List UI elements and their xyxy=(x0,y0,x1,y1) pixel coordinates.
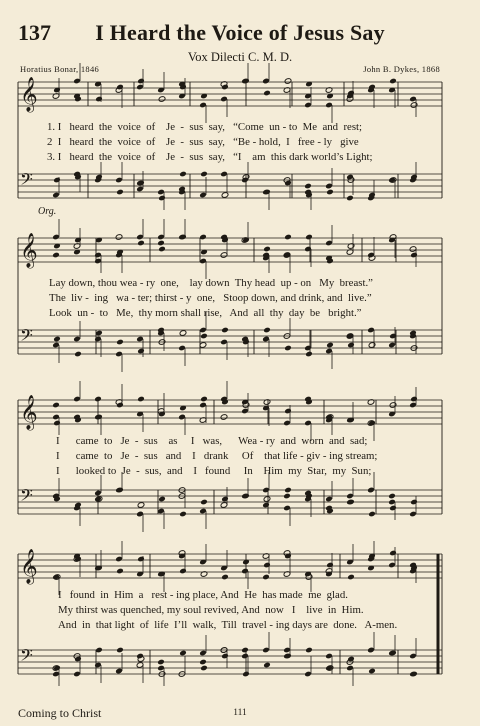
lyric-line: 3. I heard the voice of Je - sus say, “I am this dark world’s Light; xyxy=(47,151,373,163)
note-head xyxy=(158,96,166,103)
treble-clef: 𝄞 xyxy=(20,233,38,268)
note-head xyxy=(53,177,61,184)
note-head xyxy=(347,574,355,581)
note-head xyxy=(137,240,145,247)
note-head xyxy=(262,502,270,509)
note-head xyxy=(326,342,334,349)
note-head xyxy=(116,402,124,409)
note-head xyxy=(116,189,124,196)
note-head xyxy=(200,499,208,506)
note-head xyxy=(116,84,124,91)
note-head xyxy=(179,234,187,241)
note-head xyxy=(95,414,103,421)
note-heads xyxy=(52,78,418,678)
note-head xyxy=(263,246,271,253)
note-head xyxy=(179,511,187,518)
note-head xyxy=(200,171,208,178)
note-head xyxy=(262,574,270,581)
tune-name: Vox Dilecti C. M. D. xyxy=(187,50,293,64)
note-head xyxy=(199,659,207,666)
note-head xyxy=(221,327,229,334)
lyric-line: 1. I heard the voice of Je - sus say, “Come un - to Me and rest; xyxy=(47,121,363,133)
lyric-line: Lay down, thou wea - ry one, lay down Thy head up - on My breast.” xyxy=(49,277,373,289)
bass-clef: 𝄢 xyxy=(20,325,33,349)
note-head xyxy=(284,78,292,85)
note-head xyxy=(304,183,312,190)
note-head xyxy=(136,653,144,660)
note-head xyxy=(221,653,229,660)
lyric-line: My thirst was quenched, my soul revived, And now I live in Him. xyxy=(58,604,364,616)
note-head xyxy=(284,408,292,415)
note-head xyxy=(158,496,166,503)
note-head xyxy=(284,234,292,241)
composer-credit: John B. Dykes, 1868 xyxy=(363,64,440,74)
lyric-line: I came to Je - sus as I was, Wea - ry and worn and sad; xyxy=(56,435,368,447)
treble-clef: 𝄞 xyxy=(20,549,38,584)
note-head xyxy=(263,90,271,97)
note-head xyxy=(409,671,417,678)
note-head xyxy=(263,562,271,569)
clefs xyxy=(20,77,38,669)
note-head xyxy=(263,189,271,196)
note-head xyxy=(263,327,271,334)
note-head xyxy=(157,659,165,666)
note-head xyxy=(326,189,334,196)
lyric-line: I found in Him a rest - ing place, And He has made me glad. xyxy=(58,589,348,601)
note-head xyxy=(137,78,145,85)
note-head xyxy=(242,493,250,500)
note-head xyxy=(221,192,229,199)
note-head xyxy=(284,180,292,187)
note-head xyxy=(389,550,397,557)
lyric-line: I looked to Je - sus, and I found In Him my Star, my Sun; xyxy=(56,465,372,477)
staff-lines xyxy=(18,82,442,674)
note-head xyxy=(158,195,166,202)
note-head xyxy=(137,396,145,403)
note-head xyxy=(137,502,145,509)
note-head xyxy=(221,574,229,581)
note-head xyxy=(221,84,229,91)
lyric-line: The liv - ing wa - ter; thirst - y one, Stoop down, and drink, and live.” xyxy=(49,292,372,304)
note-head xyxy=(74,351,82,358)
note-head xyxy=(116,568,124,575)
note-head xyxy=(389,402,397,409)
lyric-line: I came to Je - sus and I drank Of that life - giv - ing stream; xyxy=(56,450,378,462)
note-head xyxy=(368,511,376,518)
note-head xyxy=(115,234,123,241)
note-head xyxy=(137,556,145,563)
lyric-line: And in that light of life I’ll walk, Till travel - ing days are done. A-men. xyxy=(58,619,398,631)
note-head xyxy=(347,342,355,349)
note-head xyxy=(389,650,397,657)
note-head xyxy=(410,499,418,506)
note-head xyxy=(388,493,396,500)
note-head xyxy=(305,234,313,241)
note-head xyxy=(116,339,124,346)
note-head xyxy=(410,102,418,109)
hymn-title: I Heard the Voice of Jesus Say xyxy=(95,20,385,45)
note-head xyxy=(179,330,187,337)
note-head xyxy=(263,662,271,669)
note-head xyxy=(284,487,292,494)
note-head xyxy=(346,499,354,506)
note-head xyxy=(158,246,166,253)
note-head xyxy=(179,171,187,178)
note-head xyxy=(53,420,61,427)
bass-clef: 𝄢 xyxy=(20,169,33,193)
note-head xyxy=(179,650,187,657)
note-head xyxy=(241,647,249,654)
treble-clef: 𝄞 xyxy=(20,395,38,430)
note-head xyxy=(368,342,376,349)
bass-clef: 𝄢 xyxy=(20,485,33,509)
organ-label: Org. xyxy=(38,206,57,217)
lyric-line: 2 I heard the voice of Je - sus say, “Be - hold, I free - ly give xyxy=(47,136,359,148)
bass-clef: 𝄢 xyxy=(20,645,33,669)
note-head xyxy=(283,493,291,500)
note-head xyxy=(263,496,271,503)
note-head xyxy=(346,195,354,202)
note-head xyxy=(305,351,313,358)
note-head xyxy=(157,240,165,247)
note-head xyxy=(389,78,397,85)
section-label: Coming to Christ xyxy=(18,706,102,720)
author-credit: Horatius Bonar, 1846 xyxy=(20,64,100,74)
note-head xyxy=(326,562,334,569)
note-head xyxy=(52,402,60,409)
note-head xyxy=(53,336,61,343)
note-head xyxy=(74,656,82,663)
note-head xyxy=(368,668,376,675)
note-head xyxy=(284,653,292,660)
note-head xyxy=(221,496,229,503)
page-number: 111 xyxy=(233,708,247,718)
note-head xyxy=(220,414,228,421)
note-head xyxy=(52,252,60,259)
note-head xyxy=(137,348,145,355)
note-head xyxy=(284,345,292,352)
note-head xyxy=(410,252,418,259)
note-head xyxy=(389,505,397,512)
note-head xyxy=(116,487,124,494)
hymn-number: 137 xyxy=(18,20,51,45)
note-head xyxy=(179,568,187,575)
treble-clef: 𝄞 xyxy=(20,77,38,112)
note-head xyxy=(116,647,124,654)
note-head xyxy=(200,665,208,672)
bar-lines xyxy=(18,82,442,674)
note-head xyxy=(410,396,418,403)
note-head xyxy=(200,396,208,403)
note-head xyxy=(95,96,103,103)
lyric-line: Look un - to Me, thy morn shall rise, And all thy day be bright.” xyxy=(49,307,362,319)
note-head xyxy=(305,647,313,654)
note-head xyxy=(200,333,208,340)
